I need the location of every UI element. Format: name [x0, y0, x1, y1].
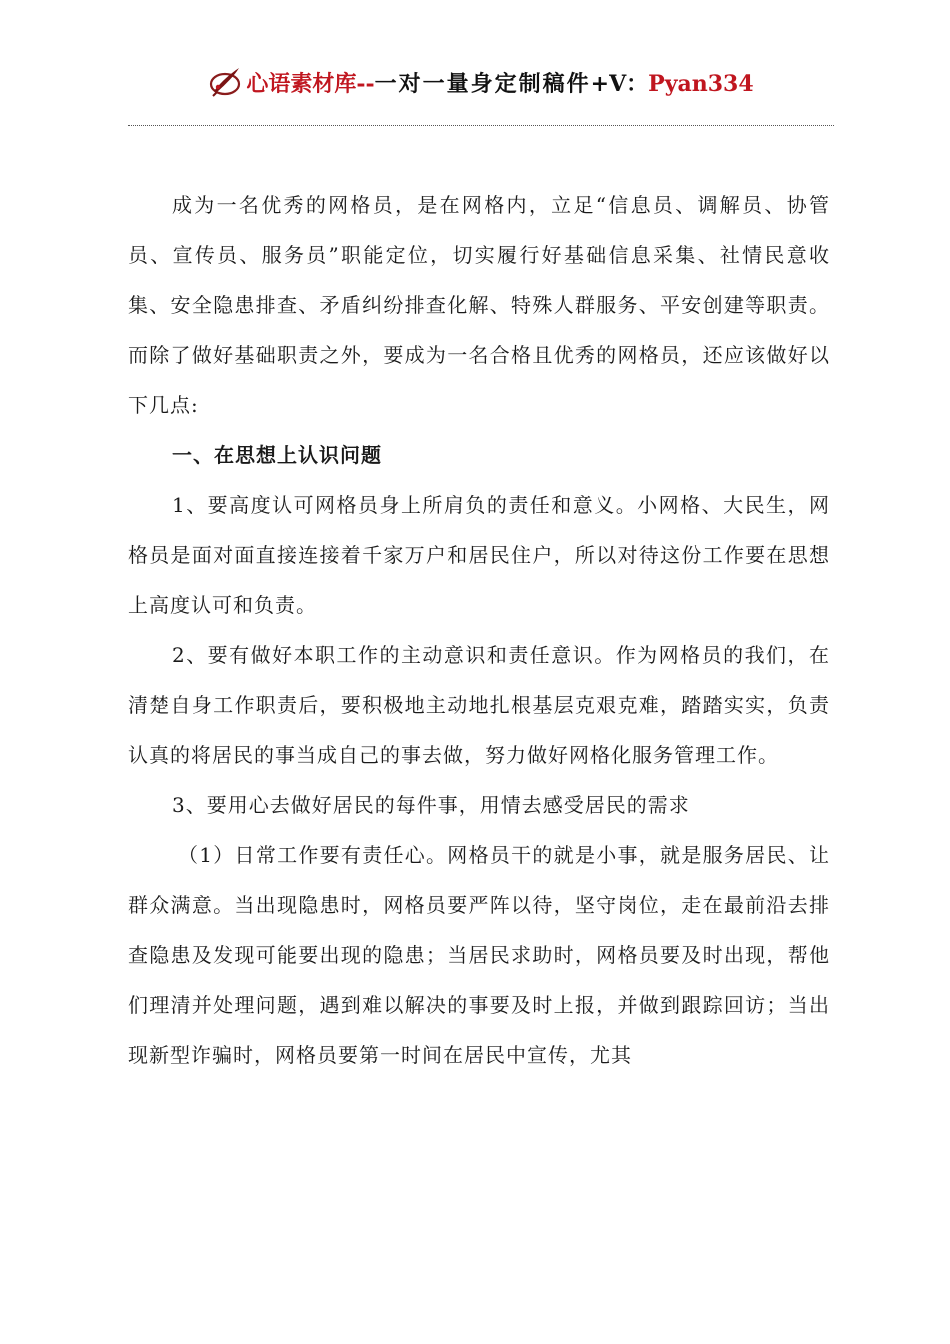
page-header — [128, 60, 834, 104]
list-item: 2、要有做好本职工作的主动意识和责任意识。作为网格员的我们，在清楚自身工作职责后，要积极地主动地扎根基层克艰克难，踏踏实实，负责认真的将居民的事当成自己的事去做，努力做好网格化服务管理工作。 — [128, 643, 830, 767]
brand-separator: -- — [356, 70, 375, 97]
contact-prefix: +V： — [590, 70, 649, 97]
list-item: 1、要高度认可网格员身上所肩负的责任和意义。小网格、大民生，网格员是面对面直接连接着千家万户和居民住户，所以对待这份工作要在思想上高度认可和负责。 — [128, 493, 830, 617]
header-divider — [128, 125, 834, 126]
header-title — [246, 67, 753, 98]
wechat-id: Pyan334 — [648, 70, 754, 97]
section-heading: 一、在思想上认识问题 — [172, 443, 382, 467]
intro-paragraph: 成为一名优秀的网格员，是在网格内，立足“信息员、调解员、协管员、宣传员、服务员”职能定位，切实履行好基础信息采集、社情民意收集、安全隐患排查、矛盾纠纷排查化解、特殊人群服务、平安创建等职责。而除了做好基础职责之外，要成为一名合格且优秀的网格员，还应该做好以下几点: — [128, 193, 830, 417]
brand-slogan: 一对一量身定制稿件 — [374, 70, 591, 97]
list-item: 3、要用心去做好居民的每件事，用情去感受居民的需求 — [172, 793, 690, 817]
quill-logo-icon — [208, 65, 242, 99]
brand-name: 心语素材库 — [246, 70, 357, 97]
sub-list-item: （1）日常工作要有责任心。网格员干的就是小事，就是服务居民、让群众满意。当出现隐患时，网格员要严阵以待，坚守岗位，走在最前沿去排查隐患及发现可能要出现的隐患；当居民求助时，网格员要及时出现，帮他们理清并处理问题，遇到难以解决的事要及时上报，并做到跟踪回访；当出现新型诈骗时，网格员要第一时间在居民中宣传，尤其 — [128, 843, 830, 1067]
document-body — [128, 180, 830, 1080]
